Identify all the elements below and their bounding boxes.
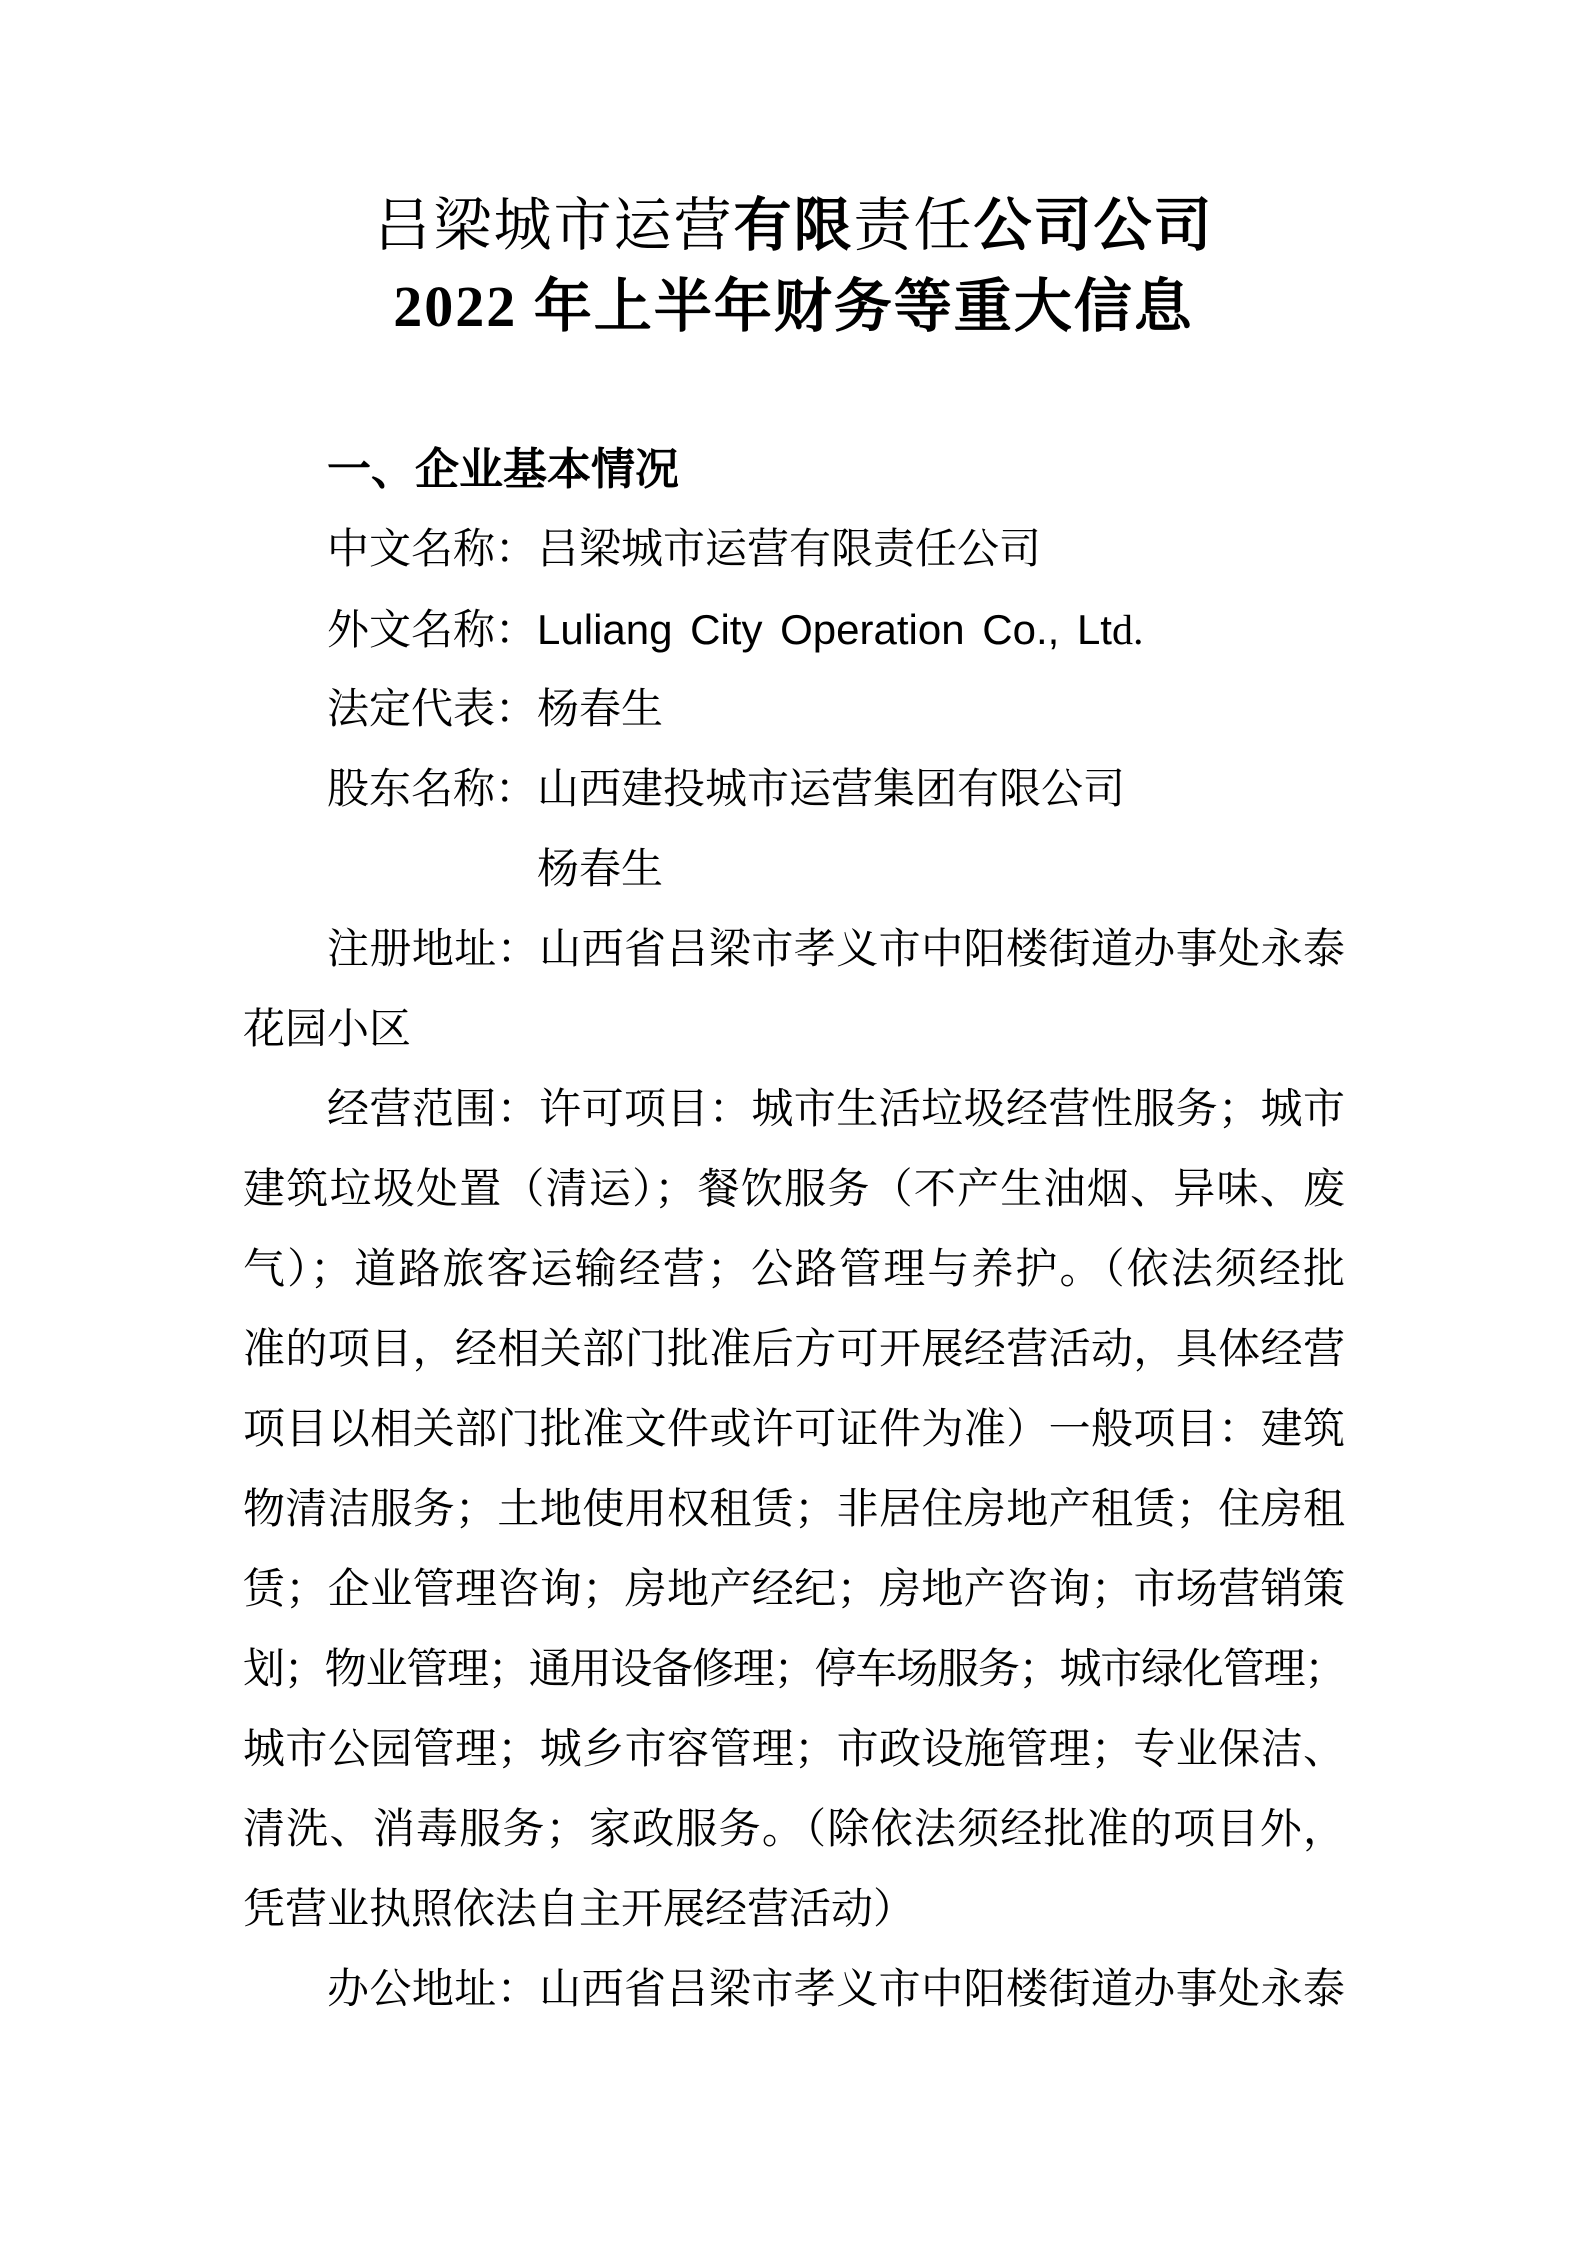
text-line: 项目以相关部门批准文件或许可证件为准）一般项目：建筑 bbox=[243, 1407, 1345, 1453]
text-line: 注册地址：山西省吕梁市孝义市中阳楼街道办事处永泰 bbox=[327, 927, 1345, 973]
document-title bbox=[0, 0, 1587, 347]
text-line: 凭营业执照依法自主开展经营活动） bbox=[243, 1887, 916, 1933]
text-line: 划；物业管理；通用设备修理；停车场服务；城市绿化管理； bbox=[243, 1647, 1345, 1693]
text-segment: 2022 年上半年财务等重大信息 bbox=[393, 274, 1194, 339]
text-line: 办公地址：山西省吕梁市孝义市中阳楼街道办事处永泰 bbox=[327, 1967, 1345, 2013]
text-segment: 责任 bbox=[853, 193, 974, 258]
text-segment: 外文名称： bbox=[327, 608, 538, 654]
text-line: 城市公园管理；城乡市容管理；市政设施管理；专业保洁、 bbox=[243, 1727, 1345, 1773]
text-line: 花园小区 bbox=[243, 1007, 412, 1053]
section-heading: 一、企业基本情况 bbox=[327, 445, 679, 494]
body-text bbox=[243, 510, 1345, 2030]
text-line: 建筑垃圾处置（清运）；餐饮服务（不产生油烟、异味、废 bbox=[243, 1167, 1345, 1213]
text-line: 中文名称：吕梁城市运营有限责任公司 bbox=[327, 527, 1042, 573]
text-line: 准的项目，经相关部门批准后方可开展经营活动，具体经营 bbox=[243, 1327, 1345, 1373]
text-segment: 公司公司 bbox=[973, 193, 1214, 258]
text-line: 清洗、消毒服务；家政服务。（除依法须经批准的项目外， bbox=[243, 1807, 1345, 1853]
text-line: 物清洁服务；土地使用权租赁；非居住房地产租赁；住房租 bbox=[243, 1487, 1345, 1533]
text-line: 杨春生 bbox=[537, 847, 664, 893]
text-line: 经营范围：许可项目：城市生活垃圾经营性服务；城市 bbox=[327, 1087, 1345, 1133]
title-line bbox=[0, 185, 1587, 266]
text-segment: 有限 bbox=[733, 193, 854, 258]
text-segment: 吕梁城市运营 bbox=[373, 193, 734, 258]
text-line: 赁；企业管理咨询；房地产经纪；房地产咨询；市场营销策 bbox=[243, 1567, 1345, 1613]
text-segment: d. bbox=[1111, 608, 1144, 654]
text-line bbox=[243, 590, 1345, 670]
title-line bbox=[0, 266, 1587, 347]
text-segment: Luliang City Operation Co., Lt bbox=[537, 606, 1112, 653]
text-line: 法定代表：杨春生 bbox=[327, 687, 664, 733]
text-line: 股东名称：山西建投城市运营集团有限公司 bbox=[327, 767, 1126, 813]
text-line: 气）；道路旅客运输经营；公路管理与养护。（依法须经批 bbox=[243, 1247, 1345, 1293]
